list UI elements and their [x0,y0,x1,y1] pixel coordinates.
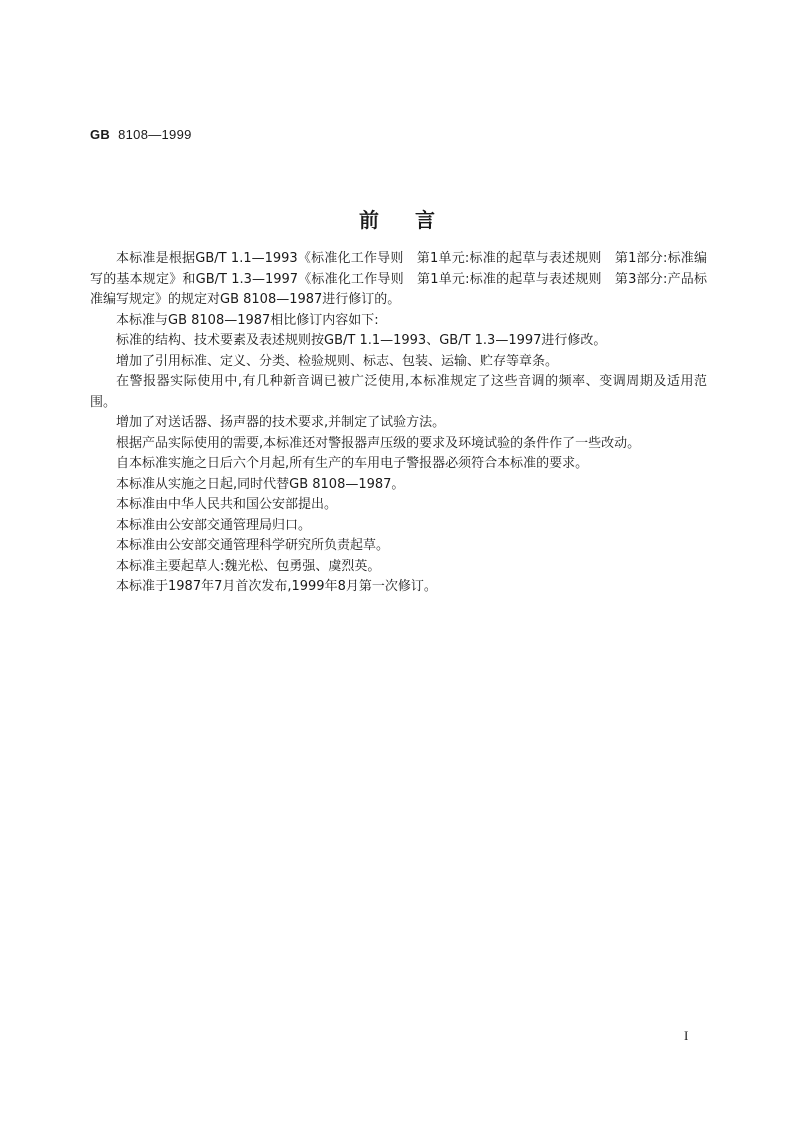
paragraph: 标准的结构、技术要素及表述规则按GB/T 1.1—1993、GB/T 1.3—1997进行修改。 [116,333,607,348]
paragraph: 本标准从实施之日起,同时代替GB 8108—1987。 [116,476,405,492]
paragraph: 根据产品实际使用的需要,本标准还对警报器声压级的要求及环境试验的条件作了一些改动。 [116,435,641,451]
page-title: 前言 [359,208,471,232]
foreword-body [90,249,707,598]
paragraph: 本标准由中华人民共和国公安部提出。 [116,497,338,512]
page-number: I [684,1028,689,1043]
paragraph: 本标准由公安部交通管理局归口。 [116,517,312,533]
standard-number: 8108—1999 [118,127,192,142]
paragraph: 自本标准实施之日后六个月起,所有生产的车用电子警报器必须符合本标准的要求。 [116,456,589,471]
paragraph: 本标准与GB 8108—1987相比修订内容如下: [116,312,379,328]
paragraph: 增加了引用标准、定义、分类、检验规则、标志、包装、运输、贮存等章条。 [116,353,559,369]
standard-header [90,127,192,142]
paragraph: 本标准于1987年7月首次发布,1999年8月第一次修订。 [116,579,437,594]
standard-prefix: GB [90,127,111,142]
paragraph: 本标准主要起草人:魏光松、包勇强、虞烈英。 [116,558,381,574]
paragraph: 在警报器实际使用中,有几种新音调已被广泛使用,本标准规定了这些音调的频率、变调周期及适用范围。 [90,374,707,410]
paragraph: 本标准是根据GB/T 1.1—1993《标准化工作导则 第1单元:标准的起草与表述规则 第1部分:标准编写的基本规定》和GB/T 1.3—1997《标准化工作导则 第1单元:标准的起草与表述规则 第3部分:产品标准编写规定》的规定对GB 8108—1987进行修订的。 [90,251,707,307]
paragraph: 本标准由公安部交通管理科学研究所负责起草。 [116,538,390,553]
paragraph: 增加了对送话器、扬声器的技术要求,并制定了试验方法。 [116,415,446,430]
